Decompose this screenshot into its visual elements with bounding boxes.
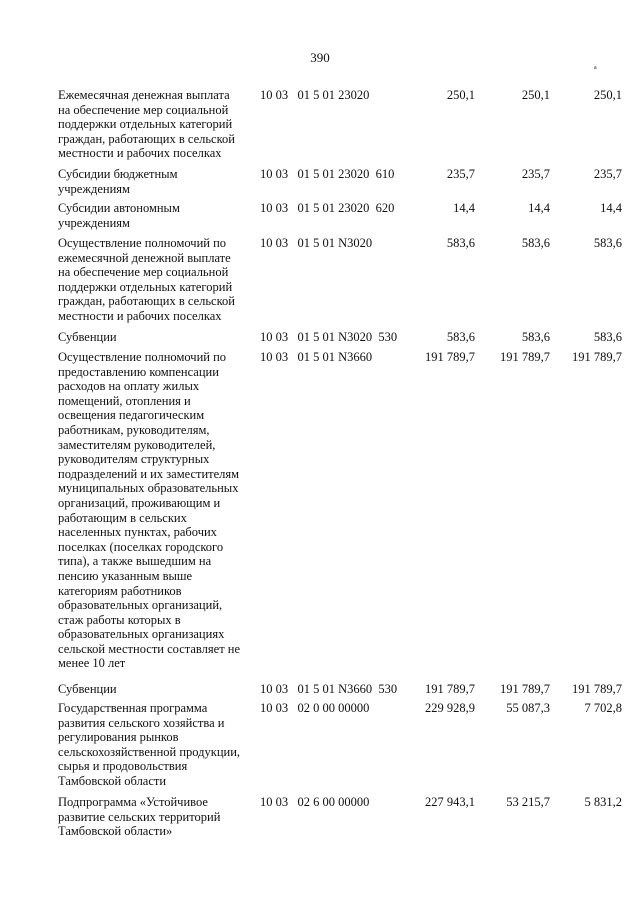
- row-value-1: 229 928,9: [425, 701, 475, 715]
- row-value-2: 583,6: [521, 236, 550, 250]
- row-value-2: 55 087,3: [506, 701, 550, 715]
- row-value-2: 250,1: [521, 88, 550, 102]
- row-value-3: 191 789,7: [572, 350, 622, 364]
- row-value-3: 583,6: [593, 330, 622, 344]
- row-code: 10 03 01 5 01 N3020: [260, 236, 373, 250]
- row-value-3: 250,1: [593, 88, 622, 102]
- row-value-1: 227 943,1: [425, 795, 475, 809]
- row-name: Субвенции: [58, 330, 117, 344]
- corner-mark: a: [594, 65, 597, 71]
- row-value-3: 191 789,7: [572, 682, 622, 696]
- row-code: 10 03 02 0 00 00000: [260, 701, 370, 715]
- row-value-2: 235,7: [521, 167, 550, 181]
- row-value-2: 14,4: [528, 201, 550, 215]
- row-code: 10 03 01 5 01 23020 610: [260, 167, 395, 181]
- row-name: Субвенции: [58, 682, 117, 696]
- row-value-2: 191 789,7: [500, 682, 550, 696]
- row-code: 10 03 02 6 00 00000: [260, 795, 370, 809]
- page-number: 390: [310, 50, 330, 65]
- row-value-1: 191 789,7: [425, 350, 475, 364]
- row-value-1: 191 789,7: [425, 682, 475, 696]
- row-value-1: 583,6: [446, 330, 475, 344]
- row-name: Субсидии автономным учреждениям: [58, 201, 180, 230]
- row-value-3: 14,4: [600, 201, 622, 215]
- row-code: 10 03 01 5 01 23020: [260, 88, 370, 102]
- row-name: Осуществление полномочий по ежемесячной денежной выплате на обеспечение мер социальной поддержки отдельных категорий граждан, работающих в сельской местности и рабочих поселках: [58, 236, 235, 323]
- row-name: Осуществление полномочий по предоставлению компенсации расходов на оплату жилых помещений, отопления и освещения педагогическим работникам, руководителям, заместителям руководителей, руководителям структурных подразделений и их заместителям муниципальных образовательных организаций, проживающим и работающим в сельских населенных пунктах, рабочих поселках (поселках городского типа), а также вышедшим на пенсию указанным выше категориям работников образовательных организаций, стаж работы которых в образовательных организациях сельской местности составляет не менее 10 лет: [58, 350, 241, 671]
- row-value-2: 583,6: [521, 330, 550, 344]
- row-name: Ежемесячная денежная выплата на обеспечение мер социальной поддержки отдельных категорий граждан, работающих в сельской местности и рабочих поселках: [58, 88, 235, 161]
- row-value-2: 191 789,7: [500, 350, 550, 364]
- row-code: 10 03 01 5 01 23020 620: [260, 201, 395, 215]
- row-code: 10 03 01 5 01 N3020 530: [260, 330, 398, 344]
- row-name: Подпрограмма «Устойчивое развитие сельских территорий Тамбовской области»: [58, 795, 221, 839]
- row-name: Субсидии бюджетным учреждениям: [58, 167, 178, 196]
- row-name: Государственная программа развития сельского хозяйства и регулирования рынков сельскохозяйственной продукции, сырья и продовольствия Тамбовской области: [58, 701, 241, 788]
- row-value-3: 7 702,8: [584, 701, 622, 715]
- row-value-1: 235,7: [446, 167, 475, 181]
- row-value-1: 583,6: [446, 236, 475, 250]
- row-code: 10 03 01 5 01 N3660 530: [260, 682, 398, 696]
- row-value-1: 14,4: [453, 201, 475, 215]
- row-value-1: 250,1: [446, 88, 475, 102]
- row-value-3: 235,7: [593, 167, 622, 181]
- row-value-2: 53 215,7: [506, 795, 550, 809]
- row-code: 10 03 01 5 01 N3660: [260, 350, 373, 364]
- row-value-3: 583,6: [593, 236, 622, 250]
- row-value-3: 5 831,2: [584, 795, 622, 809]
